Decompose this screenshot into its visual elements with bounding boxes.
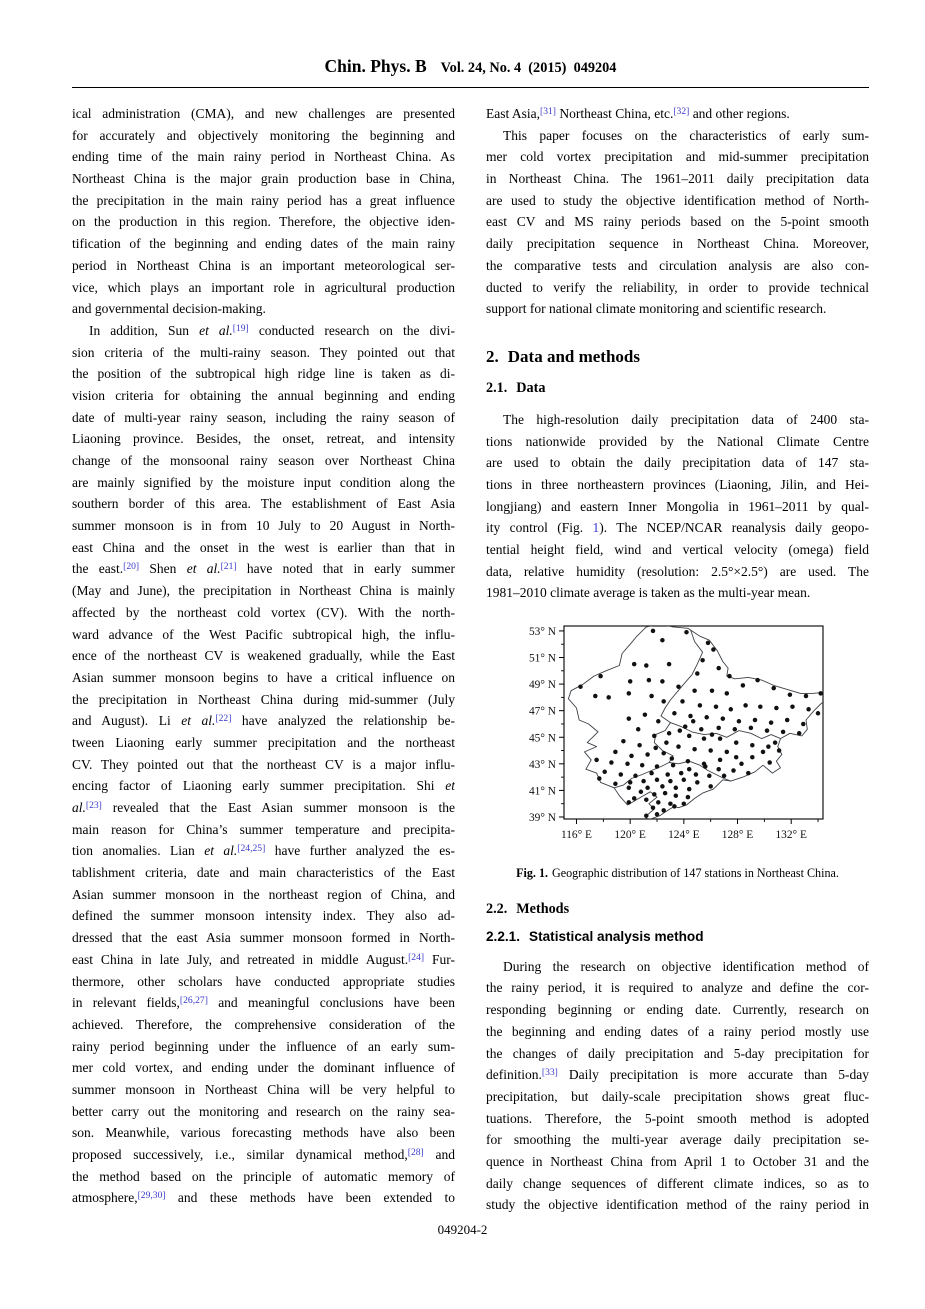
text-line: Asian summer monsoon in the northeast region of China, and — [72, 886, 455, 902]
citation-ref[interactable]: [22] — [215, 712, 232, 724]
text-line: defined the summer monsoon intensity index. They also ad- — [72, 908, 455, 924]
text-line: summer monsoon in Northeast China will be very helpful to — [72, 1081, 455, 1097]
station-map-figure — [516, 618, 869, 855]
italic-text: et — [445, 778, 455, 794]
text-line: 1981–2010 climate average is taken as the multi-year mean. — [486, 585, 811, 601]
x-tick-label: 120° E — [614, 829, 646, 842]
two-column-body — [72, 103, 869, 1216]
section-title: Methods — [516, 900, 570, 917]
text-line: the east.[20] Shen et al.[21] have noted that in early summer — [72, 561, 455, 577]
citation-ref[interactable]: [23] — [85, 799, 102, 811]
paragraph — [72, 103, 455, 320]
text-line: proposed successively, i.e., similar dynamical method,[28] and — [72, 1146, 455, 1162]
y-tick-label: 39° N — [528, 812, 556, 825]
text-line: ence of the northeast CV is weakened gradually, while the East — [72, 648, 455, 664]
text-line: CV. They pointed out that the northeast CV is a major influ- — [72, 756, 455, 772]
italic-text: et al. — [199, 322, 233, 338]
paragraph — [486, 956, 869, 1216]
y-tick-label: 51° N — [528, 652, 556, 665]
text-line: the method based on the principle of automatic memory of — [72, 1168, 455, 1184]
text-line: During the research on objective identification method of — [503, 958, 869, 974]
citation-ref[interactable]: [19] — [232, 322, 249, 334]
text-line: The high-resolution daily precipitation data of 2400 sta- — [503, 411, 869, 427]
text-line: main reason for China’s summer temperature and precipita- — [72, 821, 455, 837]
journal-title: Chin. Phys. B — [324, 56, 427, 76]
paragraph — [486, 103, 869, 125]
text-line: east China and the onset in the west is earlier than that in — [72, 539, 455, 555]
text-line: ity control (Fig. 1). The NCEP/NCAR reanalysis daily geopo- — [486, 520, 869, 536]
issue-info: Vol. 24, No. 4 (2015) 049204 — [440, 60, 617, 76]
paragraph — [486, 125, 869, 320]
section-title: Data and methods — [507, 346, 640, 366]
text-line: are mainly signified by the moisture input condition along the — [72, 474, 455, 490]
text-line: tential height field, wind and vertical velocity (omega) field — [486, 542, 869, 557]
running-header — [72, 56, 869, 77]
citation-ref[interactable]: [33] — [541, 1066, 558, 1078]
text-line: mer cold vortex, and ending under the dominant influence of — [72, 1060, 455, 1076]
text-line: the position of the subtropical high ridge line is taken as di- — [72, 366, 455, 382]
text-line: change of the monsoonal rainy season over Northeast China — [72, 453, 455, 468]
citation-ref[interactable]: [24] — [408, 951, 425, 963]
citation-ref[interactable]: [29,30] — [137, 1190, 166, 1202]
text-line: in Northeast China. The 1961–2011 daily precipitation data — [486, 171, 869, 187]
province-boundaries — [568, 624, 827, 819]
text-line: tuations. Therefore, the 5-point smooth method is adopted — [486, 1110, 869, 1126]
text-line: for smoothing the multi-year average daily precipitation se- — [486, 1132, 869, 1148]
text-line: on the production in this region. Therefore, the objective iden- — [72, 214, 455, 230]
subsubsection-heading — [486, 926, 869, 947]
subsection-heading — [486, 378, 869, 399]
subsection-heading — [486, 899, 869, 920]
citation-ref[interactable]: [28] — [407, 1146, 424, 1158]
section-number: 2.1. — [486, 379, 508, 396]
text-line: ical administration (CMA), and new challenges are presented — [72, 106, 455, 121]
text-line: Asian summer monsoon begins to have a critical influence on — [72, 669, 455, 685]
y-tick-label: 41° N — [528, 785, 556, 798]
text-line: and August). Li et al.[22] have analyzed the relationship be- — [72, 712, 455, 729]
text-line: sion criteria of the multi-rainy season. They pointed out that — [72, 344, 455, 360]
text-line: This paper focuses on the characteristics of early sum- — [503, 127, 869, 143]
x-tick-label: 124° E — [668, 829, 700, 842]
map-svg — [516, 618, 861, 848]
text-line: the precipitation in Northeast China during mid-summer (July — [72, 691, 455, 707]
text-line: tification of the beginning and ending dates of the main rainy — [72, 236, 455, 252]
text-line: ward advance of the West Pacific subtropical high, the influ- — [72, 626, 455, 642]
text-line: ducted to verify the reliability, in order to provide technical — [486, 279, 869, 295]
text-line: daily change sequences of different climate indices, so as to — [486, 1175, 869, 1191]
text-line: the comparative tests and circulation analysis are also con- — [486, 257, 869, 273]
text-line: thermore, other scholars have conducted appropriate studies — [72, 973, 455, 989]
citation-ref[interactable]: [26,27] — [179, 994, 208, 1006]
y-tick-label: 43° N — [528, 758, 556, 771]
right-column — [486, 103, 869, 1216]
text-line: east CV and MS rainy periods based on the 5-point smooth — [486, 214, 869, 230]
text-line: tablishment criteria, date and main characteristics of the East — [72, 865, 455, 881]
text-line: for accurately and objectively monitoring the beginning and — [72, 127, 455, 143]
text-line: southern border of this area. The establishment of East Asia — [72, 496, 455, 512]
text-line: rainy period beginning under the influence of an early sum- — [72, 1038, 455, 1054]
text-line: daily precipitation sequence in Northeast China. Moreover, — [486, 236, 869, 252]
text-line: are used to study the objective identification method of North- — [486, 192, 869, 208]
x-tick-label: 116° E — [560, 829, 592, 842]
citation-ref[interactable]: [32] — [673, 105, 690, 117]
text-line: In addition, Sun et al.[19] conducted research on the divi- — [89, 322, 455, 338]
italic-text: et al. — [204, 843, 238, 859]
text-line: vice, which plays an important role in agricultural production — [72, 279, 455, 295]
text-line: al.[23] revealed that the East Asian summer monsoon is the — [72, 799, 455, 815]
text-line: the precipitation in the main rainy period has a great influence — [72, 192, 455, 208]
text-line: son. Meanwhile, various forecasting methods have also been — [72, 1125, 455, 1141]
text-line: the changes of daily precipitation and 5-day precipitation for — [486, 1045, 869, 1061]
figure-caption — [490, 866, 865, 881]
text-line: data, relative humidity (resolution: 2.5°×2.5°) are used. The — [486, 563, 869, 579]
y-tick-label: 53° N — [528, 625, 556, 638]
text-line: tween Liaoning early summer precipitation and the northeast — [72, 734, 455, 750]
text-line: in relevant fields,[26,27] and meaningful conclusions have been — [72, 994, 455, 1011]
text-line: are used to obtain the daily precipitation data of 147 sta- — [486, 455, 869, 471]
figure-caption-label: Fig. 1. — [516, 865, 549, 880]
section-number: 2.2.1. — [486, 928, 521, 944]
citation-ref[interactable]: [21] — [220, 561, 237, 573]
x-tick-label: 132° E — [775, 829, 807, 842]
figure-link[interactable]: 1 — [592, 520, 600, 536]
y-tick-label: 47° N — [528, 705, 556, 718]
text-line: study the objective identification method of the rainy period in — [486, 1197, 869, 1213]
text-line: ending time of the main rainy period in Northeast China. As — [72, 149, 455, 165]
text-line: support for national climate monitoring and scientific research. — [486, 301, 827, 317]
text-line: and governmental decision-making. — [72, 301, 266, 317]
text-line: date of multi-year rainy season, including the rainy season of — [72, 409, 455, 425]
left-column — [72, 103, 455, 1216]
page-footer — [0, 1222, 925, 1238]
section-title: Data — [516, 379, 546, 396]
text-line: encing factor of Liaoning early summer precipitation. Shi et — [72, 778, 455, 794]
text-line: better carry out the monitoring and research on the rainy sea- — [72, 1103, 455, 1119]
text-line: tions in three northeastern provinces (Liaoning, Jilin, and Hei- — [486, 476, 869, 492]
text-line: (May and June), the precipitation in Northeast China is mainly — [72, 583, 455, 599]
text-line: atmosphere,[29,30] and these methods have been extended to — [72, 1190, 455, 1206]
text-line: definition.[33] Daily precipitation is more accurate than 5-day — [486, 1066, 869, 1083]
text-line: East Asia,[31] Northeast China, etc.[32] and other regions. — [486, 105, 790, 121]
citation-ref[interactable]: [24,25] — [237, 843, 266, 855]
text-line: summer monsoon is in from 10 July to 20 August in North- — [72, 518, 455, 534]
text-line: the rainy period, it is required to analyze and define the cor- — [486, 980, 869, 996]
section-number: 2. — [486, 346, 499, 366]
text-line: Northeast China is the major grain production base in China, — [72, 171, 455, 187]
text-line: period in Northeast China is an important meteorological ser- — [72, 257, 455, 273]
paragraph — [72, 320, 455, 1209]
header-rule — [72, 87, 869, 88]
text-line: tion anomalies. Lian et al.[24,25] have further analyzed the es- — [72, 843, 455, 859]
italic-text: et al. — [186, 561, 221, 577]
section-number: 2.2. — [486, 900, 508, 917]
text-line: Liaoning province. Besides, the onset, retreat, and intensity — [72, 431, 455, 447]
y-tick-label: 45° N — [528, 732, 556, 745]
section-heading — [486, 346, 869, 368]
text-line: east China in late July, and retreated in middle August.[24] Fur- — [72, 951, 455, 967]
text-line: precipitation, but daily-scale precipitation shows great fluc- — [486, 1088, 869, 1104]
page-number: 049204-2 — [437, 1222, 488, 1237]
section-title: Statistical analysis method — [529, 928, 704, 944]
y-tick-label: 49° N — [528, 679, 556, 692]
figure-caption-text: Geographic distribution of 147 stations in Northeast China. — [552, 865, 839, 880]
citation-ref[interactable]: [20] — [123, 561, 140, 573]
x-tick-label: 128° E — [721, 829, 754, 842]
text-line: affected by the northeast cold vortex (CV). With the north- — [72, 604, 455, 620]
text-line: mer cold vortex precipitation and mid-summer precipitation — [486, 149, 869, 165]
text-line: dressed that the east Asia summer monsoon formed in North- — [72, 930, 455, 946]
text-line: achieved. Therefore, the comprehensive consideration of the — [72, 1016, 455, 1032]
text-line: tions nationwide provided by the National Climate Centre — [486, 433, 869, 449]
text-line: the beginning and ending dates of a rainy period mostly use — [486, 1023, 869, 1039]
citation-ref[interactable]: [31] — [540, 105, 556, 117]
italic-text: al. — [72, 800, 86, 815]
text-line: vision criteria for obtaining the annual beginning and ending — [72, 387, 455, 403]
italic-text: et al. — [181, 713, 216, 729]
text-line: quence in Northeast China from April 1 to October 31 and the — [486, 1153, 869, 1169]
text-line: longjiang) and eastern Inner Mongolia in 1961–2011 by qual- — [486, 498, 869, 514]
paragraph — [486, 409, 869, 604]
text-line: responding beginning or ending date. Currently, research on — [486, 1002, 869, 1018]
